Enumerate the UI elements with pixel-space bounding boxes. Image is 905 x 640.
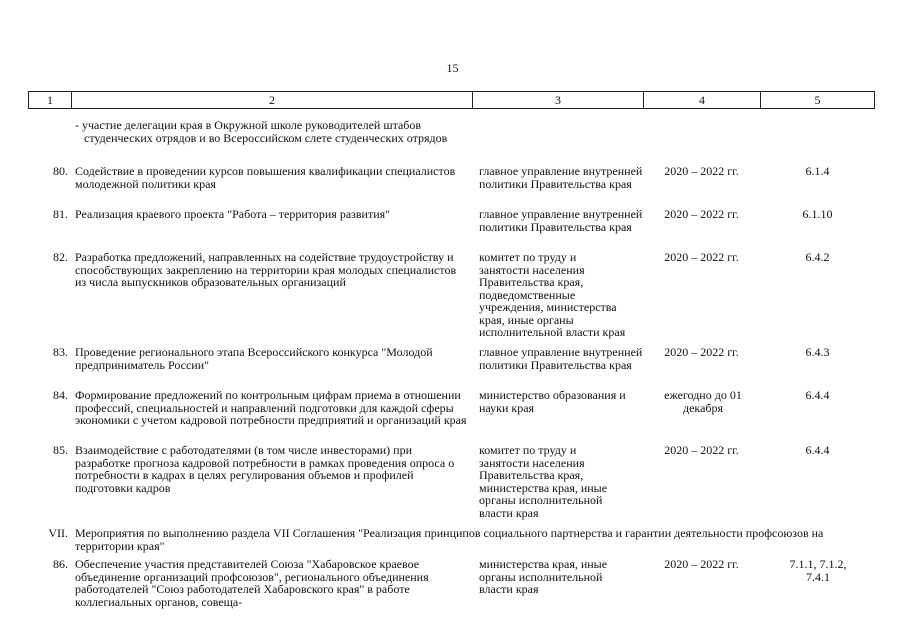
section-number: VII. <box>48 526 68 540</box>
row-text: Формирование предложений по контрольным цифрам приема в отношении профессий, специальностей и направлений подготовки для каждой сферы экономики с учетом кадровой потребности предприятий и организаций края <box>75 388 467 427</box>
row-term: 2020 – 2022 гг. <box>664 164 739 178</box>
row-term: 2020 – 2022 гг. <box>664 557 739 571</box>
row-responsible: главное управление внутренней политики Правительства края <box>479 207 643 234</box>
row-term: ежегодно до 01 декабря <box>664 388 742 415</box>
row-point: 6.4.3 <box>805 345 830 359</box>
row-point: 6.4.4 <box>805 443 830 457</box>
row-number: 84. <box>53 388 68 402</box>
page-number: 15 <box>446 61 459 75</box>
header-col-3: 3 <box>473 92 644 108</box>
row-term: 2020 – 2022 гг. <box>664 443 739 457</box>
row-point: 6.1.4 <box>805 164 830 178</box>
header-col-5: 5 <box>814 93 821 107</box>
row-number: 86. <box>53 557 68 571</box>
row-number: 83. <box>53 345 68 359</box>
row-responsible: комитет по труду и занятости населения Правительства края, подведомственные учреждения, министерства края, иные органы исполнительной власти края <box>479 250 626 339</box>
header-col-2: 2 <box>72 92 473 108</box>
row-point: 6.1.10 <box>802 207 833 221</box>
row-text: Взаимодействие с работодателями (в том числе инвесторами) при разработке прогноза кадровой потребности в рамках проведения опроса о потребности в кадрах в целях регулирования объемов и профилей подготовки кадров <box>75 443 455 495</box>
row-term: 2020 – 2022 гг. <box>664 345 739 359</box>
row-responsible: министерство образования и науки края <box>479 388 626 415</box>
section-title: Мероприятия по выполнению раздела VII Соглашения "Реализация принципов социального партнерства и гарантии деятельности профсоюзов на территории края" <box>75 526 824 553</box>
row-term: 2020 – 2022 гг. <box>664 250 739 264</box>
row-point: 6.4.2 <box>805 250 830 264</box>
row-term: 2020 – 2022 гг. <box>664 207 739 221</box>
row-number: 80. <box>53 164 68 178</box>
row-text: - участие делегации края в Окружной школе руководителей штабов студенческих отрядов и во Всероссийском слете студенческих отрядов <box>75 118 448 145</box>
row-responsible: главное управление внутренней политики Правительства края <box>479 345 643 372</box>
header-col-4: 4 <box>644 92 761 108</box>
row-responsible: комитет по труду и занятости населения Правительства края, министерства края, иные органы исполнительной власти края <box>479 443 608 520</box>
row-number: 85. <box>53 443 68 457</box>
row-point: 6.4.4 <box>805 388 830 402</box>
row-text: Разработка предложений, направленных на содействие трудоустройству и способствующих закреплению на территории края молодых специалистов из числа выпускников образовательных организаций <box>75 250 457 289</box>
row-text: Содействие в проведении курсов повышения квалификации специалистов молодежной политики края <box>75 164 456 191</box>
row-number: 81. <box>53 207 68 221</box>
header-col-1: 1 <box>29 92 72 108</box>
row-text: Обеспечение участия представителей Союза "Хабаровское краевое объединение организаций профсоюзов", регионального объединения работодателей "Союз работодателей Хабаровского края" в работе коллегиальных органов, совеща- <box>75 557 429 609</box>
row-responsible: главное управление внутренней политики Правительства края <box>479 164 643 191</box>
row-number: 82. <box>53 250 68 264</box>
row-point: 7.1.1, 7.1.2, 7.4.1 <box>789 557 847 584</box>
table-header <box>28 91 875 109</box>
row-responsible: министерства края, иные органы исполнительной власти края <box>479 557 608 596</box>
row-text: Реализация краевого проекта "Работа – территория развития" <box>75 207 391 221</box>
row-text: Проведение регионального этапа Всероссийского конкурса "Молодой предприниматель России" <box>75 345 433 372</box>
